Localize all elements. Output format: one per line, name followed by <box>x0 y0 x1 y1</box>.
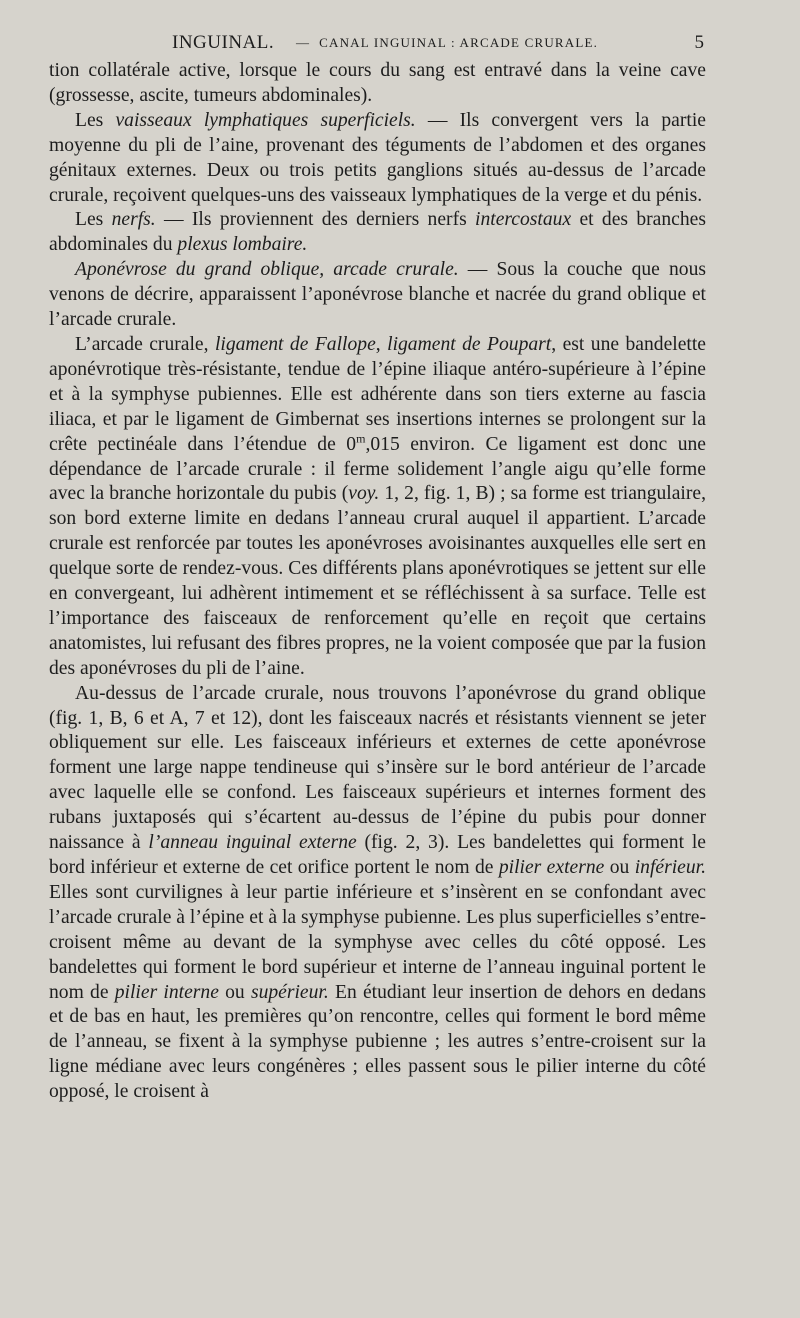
text-run: — Ils convergent vers la partie moyenne du pli de l’aine, provenant des téguments de l’abdomen et des organes génitaux externes. Deux ou trois petits ganglions situés au-dessus de l’arcade crurale, reçoivent quelques-uns des vaisseaux lymphatiques de la verge et du pénis. <box>49 109 706 206</box>
running-head-title: INGUINAL. <box>172 32 275 53</box>
text-run: ou <box>604 857 635 878</box>
text-run: — Ils proviennent des derniers nerfs <box>155 209 476 231</box>
italic-text: plexus lombaire. <box>177 234 308 256</box>
italic-text: nerfs. <box>111 209 156 231</box>
text-run: — Sous la couche que nous venons de décrire, apparaissent l’aponévrose blanche et nacrée du grand oblique et l’arcade crurale. <box>49 259 706 331</box>
superscript-text: m <box>356 431 366 446</box>
body-text <box>49 59 706 1105</box>
text-run: Les <box>75 209 112 231</box>
paragraph <box>49 109 706 209</box>
italic-text: pilier interne <box>114 981 219 1003</box>
italic-text: supérieur. <box>250 981 329 1003</box>
text-run: ou <box>218 981 251 1003</box>
italic-text: ligament de Fallope <box>214 333 376 355</box>
paragraph <box>49 59 706 109</box>
text-run: ,015 environ. Ce ligament est donc une dépendance de l’arcade crurale : il ferme solidement l’angle aigu qu’elle forme avec la branche horizontale du pubis ( <box>49 433 706 505</box>
paragraph <box>49 682 706 1105</box>
running-head <box>48 26 708 56</box>
running-head-subtitle <box>296 35 598 51</box>
text-run: L’arcade crurale, <box>75 333 215 355</box>
text-run: En étudiant leur insertion de dehors en dedans et de bas en haut, les premières qu’on rencontre, celles qui forment le bord même de l’anneau, se fixent à la symphyse pubienne ; les autres s’entre-croisent sur la ligne médiane avec leurs congénères ; elles passent sous le pilier interne du côté opposé, le croisent à <box>49 981 707 1103</box>
paragraph <box>49 208 706 258</box>
text-run: , <box>375 333 388 355</box>
text-run: (fig. 2, 3). Les bandelettes qui forment le bord inférieur et externe de cet orifice portent le nom de <box>49 832 706 878</box>
page-number: 5 <box>694 32 704 53</box>
text-run: tion collatérale active, lorsque le cours du sang est entravé dans la veine cave (grossesse, ascite, tumeurs abdominales). <box>49 60 706 106</box>
italic-text: inférieur. <box>634 857 707 878</box>
text-run: Au-dessus de l’arcade crurale, nous trouvons l’aponévrose du grand oblique (fig. 1, B, 6 et A, 7 et 12), dont les faisceaux nacrés et résistants viennent se jeter obliquement sur elle. Les faisceaux inférieurs et externes de cette aponévrose forment une large nappe tendineuse qui s’insère sur le bord antérieur de l’arcade avec laquelle elle se confond. Les faisceaux supérieurs et internes forment des rubans juxtaposés qui s’écartent au-dessus de l’épine du pubis pour donner naissance à <box>49 682 706 854</box>
text-run: 1, 2, fig. 1, B) ; sa forme est triangulaire, son bord externe limite en dedans l’anneau crural auquel il appartient. L’arcade crurale est renforcée par toutes les aponévroses avoisinantes auxquelles elle sert en quelque sorte de rendez-vous. Ces différents plans aponévrotiques se jettent sur elle en convergeant, lui adhèrent intimement et se réfléchissent à sa surface. Telle est l’importance des faisceaux de renforcement qu’elle en reçoit que certains anatomistes, lui refusant des fibres propres, ne la voient composée que par la fusion des aponévroses du pli de l’aine. <box>49 483 706 679</box>
paragraph <box>49 258 706 333</box>
italic-text: ligament de Poupart <box>387 333 552 355</box>
paragraph <box>49 333 706 682</box>
text-run: , est une bandelette aponévrotique très-résistante, tendue de l’épine iliaque antéro-supérieure à l’épine et à la symphyse pubiennes. Elle est adhérente dans son tiers externe au fascia iliaca, et par le ligament de Gimbernat ses insertions internes se prolongent sur la crête pectinéale dans l’étendue de 0 <box>49 333 706 455</box>
running-head-dash: — <box>296 35 311 50</box>
italic-text: voy. <box>348 483 380 505</box>
text-run: et des branches abdominales du <box>49 209 706 256</box>
text-run: Les <box>75 109 116 131</box>
text-run: Elles sont curvilignes à leur partie inférieure et s’insèrent en se confondant avec l’arcade crurale à l’épine et à la symphyse pubienne. Les plus superficielles s’entre-croisent même au devant de la symphyse avec celles du côté opposé. Les bandelettes qui forment le bord supérieur et interne de l’anneau inguinal portent le nom de <box>49 881 706 1003</box>
italic-text: vaisseaux lymphatiques superficiels. <box>115 109 416 131</box>
italic-text: pilier externe <box>498 857 605 878</box>
italic-text: intercostaux <box>475 209 572 231</box>
italic-text: Aponévrose du grand oblique, arcade crurale. <box>75 259 459 281</box>
italic-text: l’anneau inguinal externe <box>148 832 357 854</box>
running-head-subtitle-text: CANAL INGUINAL : ARCADE CRURALE. <box>319 35 599 50</box>
